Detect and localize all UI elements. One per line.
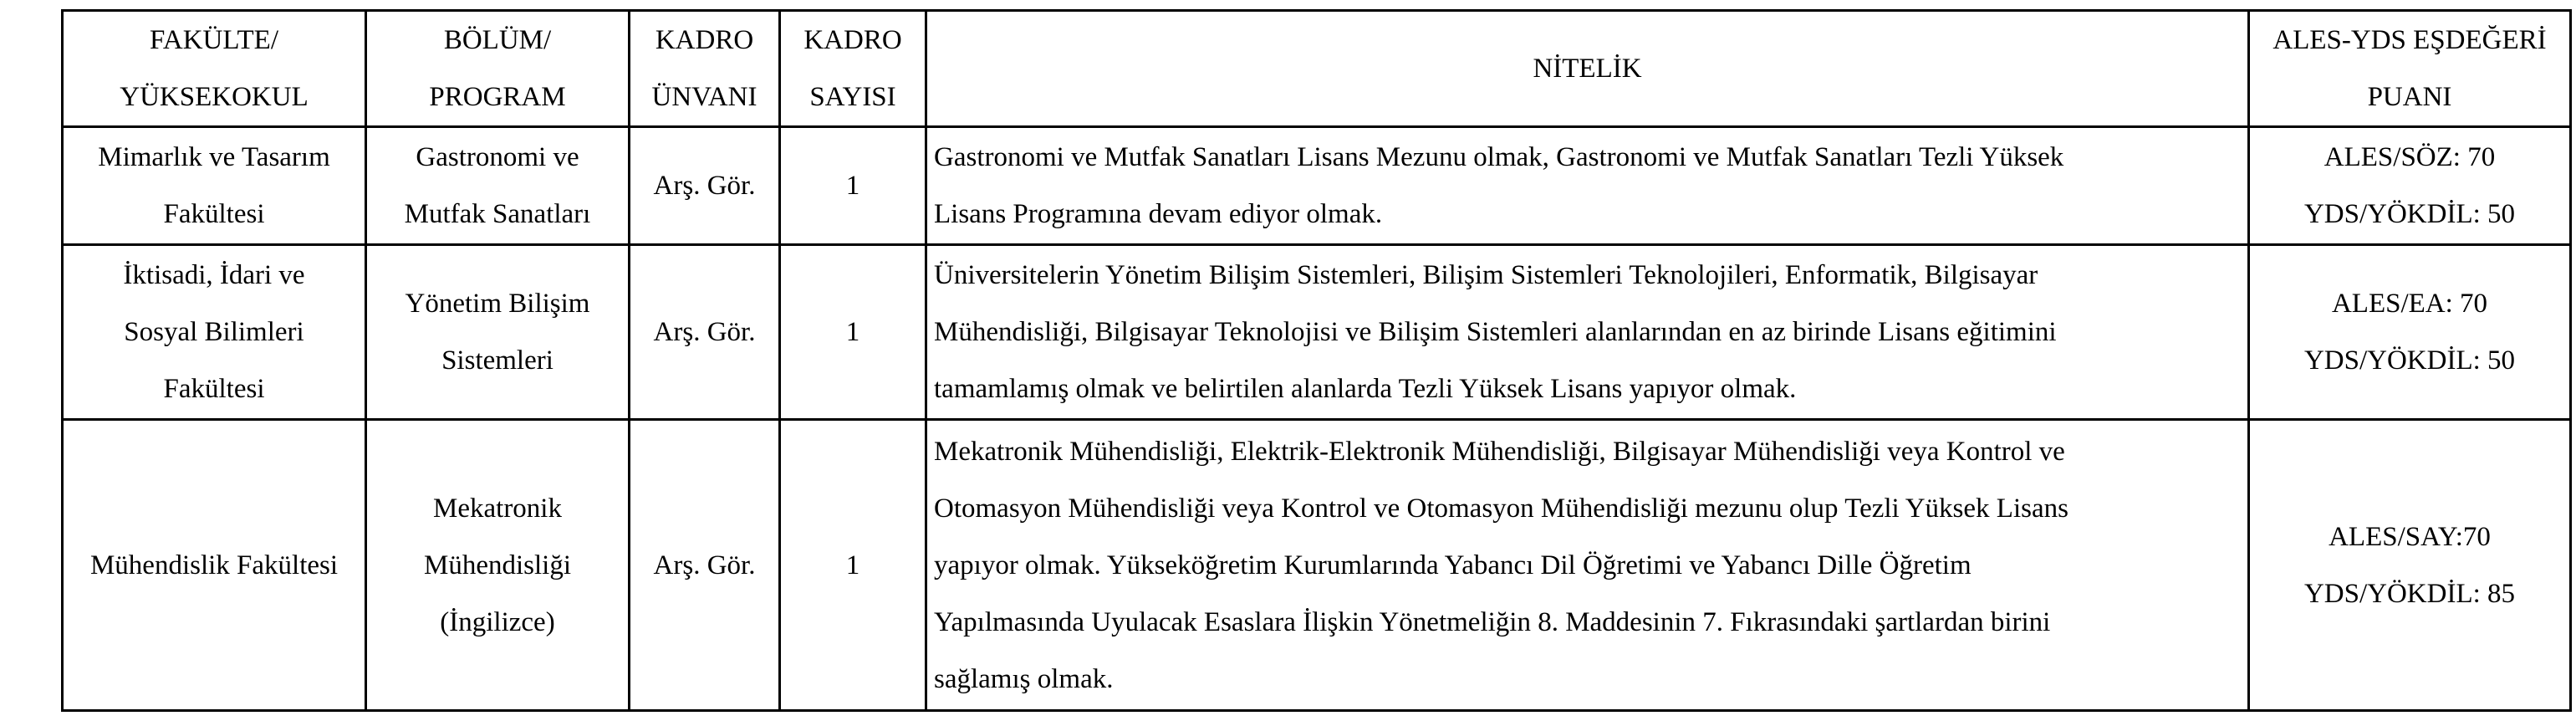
header-nitelik: NİTELİK (926, 11, 2249, 127)
table-row (63, 127, 2571, 245)
cell-bolum: Yönetim Bilişim Sistemleri (366, 244, 630, 419)
table-row (63, 420, 2571, 711)
cell-nitelik: Mekatronik Mühendisliği, Elektrik-Elektronik Mühendisliği, Bilgisayar Mühendisliği veya Kontrol ve Otomasyon Mühendisliği veya Kontrol ve Otomasyon Mühendisliği mezunu olup Tezli Yüksek Lisans yapıyor olmak. Yükseköğretim Kurumlarında Yabancı Dil Öğretimi ve Yabancı Dille Öğretim Yapılmasında Uyulacak Esaslara İlişkin Yönetmeliğin 8. Maddesinin 7. Fıkrasındaki şartlardan birini sağlamış olmak. (926, 420, 2249, 711)
cell-sayi: 1 (780, 244, 926, 419)
cell-unvan: Arş. Gör. (630, 244, 780, 419)
kadro-table (61, 9, 2572, 712)
cell-nitelik: Üniversitelerin Yönetim Bilişim Sistemleri, Bilişim Sistemleri Teknolojileri, Enformatik, Bilgisayar Mühendisliği, Bilgisayar Teknolojisi ve Bilişim Sistemleri alanlarından en az birinde Lisans eğitimini tamamlamış olmak ve belirtilen alanlarda Tezli Yüksek Lisans yapıyor olmak. (926, 244, 2249, 419)
header-kadro-sayisi: KADRO SAYISI (780, 11, 926, 127)
cell-unvan: Arş. Gör. (630, 420, 780, 711)
cell-fakulte: Mühendislik Fakültesi (63, 420, 366, 711)
cell-fakulte: Mimarlık ve Tasarım Fakültesi (63, 127, 366, 245)
cell-sayi: 1 (780, 127, 926, 245)
cell-nitelik: Gastronomi ve Mutfak Sanatları Lisans Mezunu olmak, Gastronomi ve Mutfak Sanatları Tezli Yüksek Lisans Programına devam ediyor olmak. (926, 127, 2249, 245)
cell-unvan: Arş. Gör. (630, 127, 780, 245)
header-row (63, 11, 2571, 127)
header-puan: ALES-YDS EŞDEĞERİ PUANI (2249, 11, 2571, 127)
cell-puan: ALES/SAY:70 YDS/YÖKDİL: 85 (2249, 420, 2571, 711)
cell-bolum: Gastronomi ve Mutfak Sanatları (366, 127, 630, 245)
cell-bolum: Mekatronik Mühendisliği (İngilizce) (366, 420, 630, 711)
cell-puan: ALES/SÖZ: 70 YDS/YÖKDİL: 50 (2249, 127, 2571, 245)
header-bolum: BÖLÜM/ PROGRAM (366, 11, 630, 127)
table-row (63, 244, 2571, 419)
header-kadro-unvani: KADRO ÜNVANI (630, 11, 780, 127)
cell-sayi: 1 (780, 420, 926, 711)
header-fakulte: FAKÜLTE/ YÜKSEKOKUL (63, 11, 366, 127)
cell-fakulte: İktisadi, İdari ve Sosyal Bilimleri Fakültesi (63, 244, 366, 419)
cell-puan: ALES/EA: 70 YDS/YÖKDİL: 50 (2249, 244, 2571, 419)
